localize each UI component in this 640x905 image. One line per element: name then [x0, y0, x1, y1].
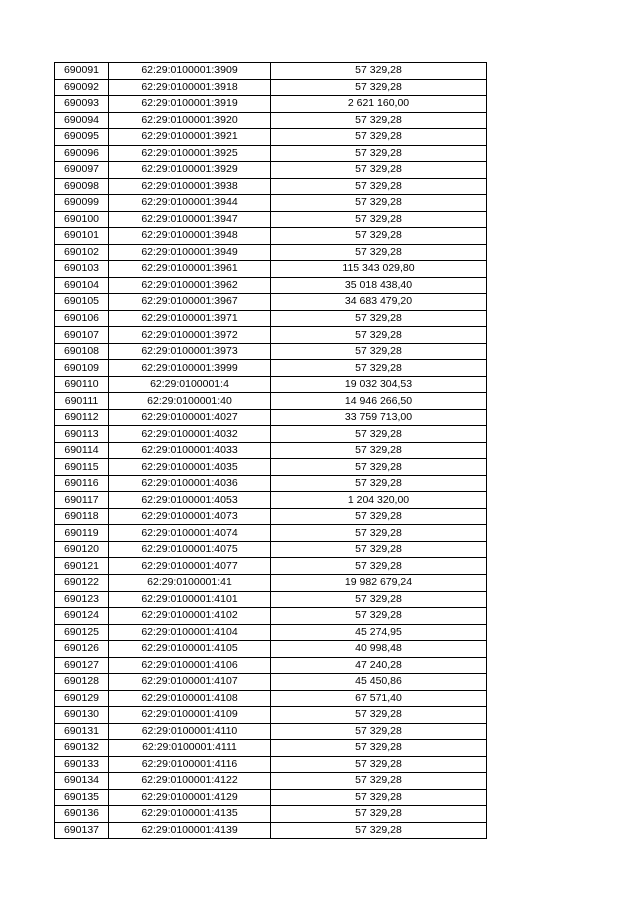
value-cell: 57 329,28	[271, 442, 487, 459]
value-cell: 45 274,95	[271, 624, 487, 641]
row-number-cell: 690094	[55, 112, 109, 129]
cadastral-number-cell: 62:29:0100001:3971	[109, 310, 271, 327]
cadastral-number-cell: 62:29:0100001:4073	[109, 508, 271, 525]
table-row	[55, 112, 487, 129]
row-number-cell: 690134	[55, 773, 109, 790]
cadastral-number-cell: 62:29:0100001:3967	[109, 294, 271, 311]
table-row	[55, 426, 487, 443]
table-row	[55, 178, 487, 195]
row-number-cell: 690106	[55, 310, 109, 327]
value-cell: 57 329,28	[271, 541, 487, 558]
value-cell: 57 329,28	[271, 327, 487, 344]
row-number-cell: 690099	[55, 195, 109, 212]
value-cell: 57 329,28	[271, 789, 487, 806]
table-row	[55, 608, 487, 625]
value-cell: 57 329,28	[271, 310, 487, 327]
cadastral-number-cell: 62:29:0100001:3938	[109, 178, 271, 195]
value-cell: 57 329,28	[271, 63, 487, 80]
data-table	[54, 62, 487, 839]
value-cell: 34 683 479,20	[271, 294, 487, 311]
cadastral-number-cell: 62:29:0100001:3962	[109, 277, 271, 294]
row-number-cell: 690102	[55, 244, 109, 261]
value-cell: 115 343 029,80	[271, 261, 487, 278]
cadastral-number-cell: 62:29:0100001:4106	[109, 657, 271, 674]
row-number-cell: 690112	[55, 409, 109, 426]
table-row	[55, 277, 487, 294]
cadastral-number-cell: 62:29:0100001:4053	[109, 492, 271, 509]
cadastral-number-cell: 62:29:0100001:3925	[109, 145, 271, 162]
cadastral-number-cell: 62:29:0100001:4108	[109, 690, 271, 707]
value-cell: 57 329,28	[271, 228, 487, 245]
value-cell: 57 329,28	[271, 426, 487, 443]
cadastral-number-cell: 62:29:0100001:3919	[109, 96, 271, 113]
table-row	[55, 822, 487, 839]
table-row	[55, 129, 487, 146]
table-row	[55, 492, 487, 509]
value-cell: 57 329,28	[271, 162, 487, 179]
value-cell: 47 240,28	[271, 657, 487, 674]
row-number-cell: 690135	[55, 789, 109, 806]
cadastral-number-cell: 62:29:0100001:4074	[109, 525, 271, 542]
cadastral-number-cell: 62:29:0100001:4135	[109, 806, 271, 823]
cadastral-number-cell: 62:29:0100001:40	[109, 393, 271, 410]
cadastral-number-cell: 62:29:0100001:4109	[109, 707, 271, 724]
row-number-cell: 690130	[55, 707, 109, 724]
row-number-cell: 690091	[55, 63, 109, 80]
table-row	[55, 756, 487, 773]
table-row	[55, 376, 487, 393]
row-number-cell: 690114	[55, 442, 109, 459]
value-cell: 67 571,40	[271, 690, 487, 707]
row-number-cell: 690111	[55, 393, 109, 410]
value-cell: 2 621 160,00	[271, 96, 487, 113]
cadastral-number-cell: 62:29:0100001:3948	[109, 228, 271, 245]
row-number-cell: 690096	[55, 145, 109, 162]
value-cell: 57 329,28	[271, 723, 487, 740]
row-number-cell: 690119	[55, 525, 109, 542]
table-row	[55, 574, 487, 591]
table-row	[55, 63, 487, 80]
table-row	[55, 707, 487, 724]
table-row	[55, 508, 487, 525]
cadastral-number-cell: 62:29:0100001:4105	[109, 641, 271, 658]
cadastral-number-cell: 62:29:0100001:4111	[109, 740, 271, 757]
value-cell: 57 329,28	[271, 343, 487, 360]
row-number-cell: 690101	[55, 228, 109, 245]
table-row	[55, 244, 487, 261]
table-row	[55, 343, 487, 360]
cadastral-number-cell: 62:29:0100001:4116	[109, 756, 271, 773]
table-row	[55, 195, 487, 212]
table-row	[55, 310, 487, 327]
value-cell: 57 329,28	[271, 525, 487, 542]
cadastral-number-cell: 62:29:0100001:3920	[109, 112, 271, 129]
table-row	[55, 294, 487, 311]
value-cell: 35 018 438,40	[271, 277, 487, 294]
table-row	[55, 327, 487, 344]
value-cell: 57 329,28	[271, 756, 487, 773]
table-row	[55, 459, 487, 476]
value-cell: 57 329,28	[271, 145, 487, 162]
table-row	[55, 806, 487, 823]
value-cell: 19 982 679,24	[271, 574, 487, 591]
cadastral-number-cell: 62:29:0100001:3944	[109, 195, 271, 212]
cadastral-number-cell: 62:29:0100001:3999	[109, 360, 271, 377]
value-cell: 57 329,28	[271, 707, 487, 724]
cadastral-number-cell: 62:29:0100001:4129	[109, 789, 271, 806]
cadastral-number-cell: 62:29:0100001:3929	[109, 162, 271, 179]
row-number-cell: 690104	[55, 277, 109, 294]
table-row	[55, 211, 487, 228]
value-cell: 57 329,28	[271, 740, 487, 757]
cadastral-number-cell: 62:29:0100001:4035	[109, 459, 271, 476]
cadastral-number-cell: 62:29:0100001:4	[109, 376, 271, 393]
row-number-cell: 690120	[55, 541, 109, 558]
table-row	[55, 393, 487, 410]
row-number-cell: 690116	[55, 475, 109, 492]
cadastral-number-cell: 62:29:0100001:4104	[109, 624, 271, 641]
cadastral-number-cell: 62:29:0100001:4077	[109, 558, 271, 575]
cadastral-number-cell: 62:29:0100001:3909	[109, 63, 271, 80]
row-number-cell: 690128	[55, 674, 109, 691]
row-number-cell: 690118	[55, 508, 109, 525]
table-row	[55, 690, 487, 707]
cadastral-number-cell: 62:29:0100001:4139	[109, 822, 271, 839]
value-cell: 57 329,28	[271, 608, 487, 625]
table-row	[55, 723, 487, 740]
table-row	[55, 96, 487, 113]
row-number-cell: 690137	[55, 822, 109, 839]
row-number-cell: 690098	[55, 178, 109, 195]
value-cell: 57 329,28	[271, 244, 487, 261]
table-row	[55, 525, 487, 542]
value-cell: 57 329,28	[271, 79, 487, 96]
row-number-cell: 690092	[55, 79, 109, 96]
table-row	[55, 360, 487, 377]
cadastral-number-cell: 62:29:0100001:4101	[109, 591, 271, 608]
table-row	[55, 674, 487, 691]
value-cell: 57 329,28	[271, 112, 487, 129]
table-row	[55, 261, 487, 278]
row-number-cell: 690100	[55, 211, 109, 228]
row-number-cell: 690136	[55, 806, 109, 823]
table-row	[55, 145, 487, 162]
row-number-cell: 690109	[55, 360, 109, 377]
table-row	[55, 641, 487, 658]
cadastral-number-cell: 62:29:0100001:3947	[109, 211, 271, 228]
table-body	[55, 63, 487, 839]
value-cell: 57 329,28	[271, 459, 487, 476]
value-cell: 57 329,28	[271, 195, 487, 212]
row-number-cell: 690105	[55, 294, 109, 311]
value-cell: 57 329,28	[271, 129, 487, 146]
value-cell: 57 329,28	[271, 806, 487, 823]
table-row	[55, 475, 487, 492]
row-number-cell: 690124	[55, 608, 109, 625]
row-number-cell: 690129	[55, 690, 109, 707]
value-cell: 1 204 320,00	[271, 492, 487, 509]
table-row	[55, 409, 487, 426]
row-number-cell: 690097	[55, 162, 109, 179]
value-cell: 57 329,28	[271, 475, 487, 492]
cadastral-number-cell: 62:29:0100001:4102	[109, 608, 271, 625]
value-cell: 57 329,28	[271, 178, 487, 195]
row-number-cell: 690117	[55, 492, 109, 509]
value-cell: 57 329,28	[271, 211, 487, 228]
cadastral-number-cell: 62:29:0100001:4033	[109, 442, 271, 459]
row-number-cell: 690123	[55, 591, 109, 608]
value-cell: 57 329,28	[271, 822, 487, 839]
row-number-cell: 690113	[55, 426, 109, 443]
row-number-cell: 690131	[55, 723, 109, 740]
value-cell: 19 032 304,53	[271, 376, 487, 393]
value-cell: 57 329,28	[271, 508, 487, 525]
cadastral-number-cell: 62:29:0100001:3972	[109, 327, 271, 344]
row-number-cell: 690108	[55, 343, 109, 360]
table-row	[55, 591, 487, 608]
cadastral-number-cell: 62:29:0100001:4027	[109, 409, 271, 426]
cadastral-number-cell: 62:29:0100001:3949	[109, 244, 271, 261]
table-row	[55, 442, 487, 459]
table-row	[55, 789, 487, 806]
table-row	[55, 773, 487, 790]
cadastral-number-cell: 62:29:0100001:4110	[109, 723, 271, 740]
cadastral-number-cell: 62:29:0100001:4122	[109, 773, 271, 790]
row-number-cell: 690110	[55, 376, 109, 393]
value-cell: 14 946 266,50	[271, 393, 487, 410]
row-number-cell: 690122	[55, 574, 109, 591]
row-number-cell: 690127	[55, 657, 109, 674]
value-cell: 40 998,48	[271, 641, 487, 658]
cadastral-number-cell: 62:29:0100001:3961	[109, 261, 271, 278]
cadastral-number-cell: 62:29:0100001:3921	[109, 129, 271, 146]
table-row	[55, 79, 487, 96]
table-row	[55, 228, 487, 245]
row-number-cell: 690121	[55, 558, 109, 575]
cadastral-number-cell: 62:29:0100001:4036	[109, 475, 271, 492]
cadastral-number-cell: 62:29:0100001:41	[109, 574, 271, 591]
table-row	[55, 657, 487, 674]
table-row	[55, 558, 487, 575]
row-number-cell: 690115	[55, 459, 109, 476]
row-number-cell: 690095	[55, 129, 109, 146]
table-row	[55, 541, 487, 558]
cadastral-number-cell: 62:29:0100001:3973	[109, 343, 271, 360]
value-cell: 45 450,86	[271, 674, 487, 691]
table-row	[55, 162, 487, 179]
value-cell: 57 329,28	[271, 360, 487, 377]
table-row	[55, 624, 487, 641]
value-cell: 57 329,28	[271, 773, 487, 790]
row-number-cell: 690133	[55, 756, 109, 773]
table-row	[55, 740, 487, 757]
cadastral-number-cell: 62:29:0100001:4032	[109, 426, 271, 443]
value-cell: 57 329,28	[271, 591, 487, 608]
row-number-cell: 690107	[55, 327, 109, 344]
row-number-cell: 690093	[55, 96, 109, 113]
value-cell: 33 759 713,00	[271, 409, 487, 426]
row-number-cell: 690103	[55, 261, 109, 278]
row-number-cell: 690126	[55, 641, 109, 658]
cadastral-number-cell: 62:29:0100001:4075	[109, 541, 271, 558]
cadastral-number-cell: 62:29:0100001:4107	[109, 674, 271, 691]
row-number-cell: 690125	[55, 624, 109, 641]
value-cell: 57 329,28	[271, 558, 487, 575]
row-number-cell: 690132	[55, 740, 109, 757]
cadastral-number-cell: 62:29:0100001:3918	[109, 79, 271, 96]
